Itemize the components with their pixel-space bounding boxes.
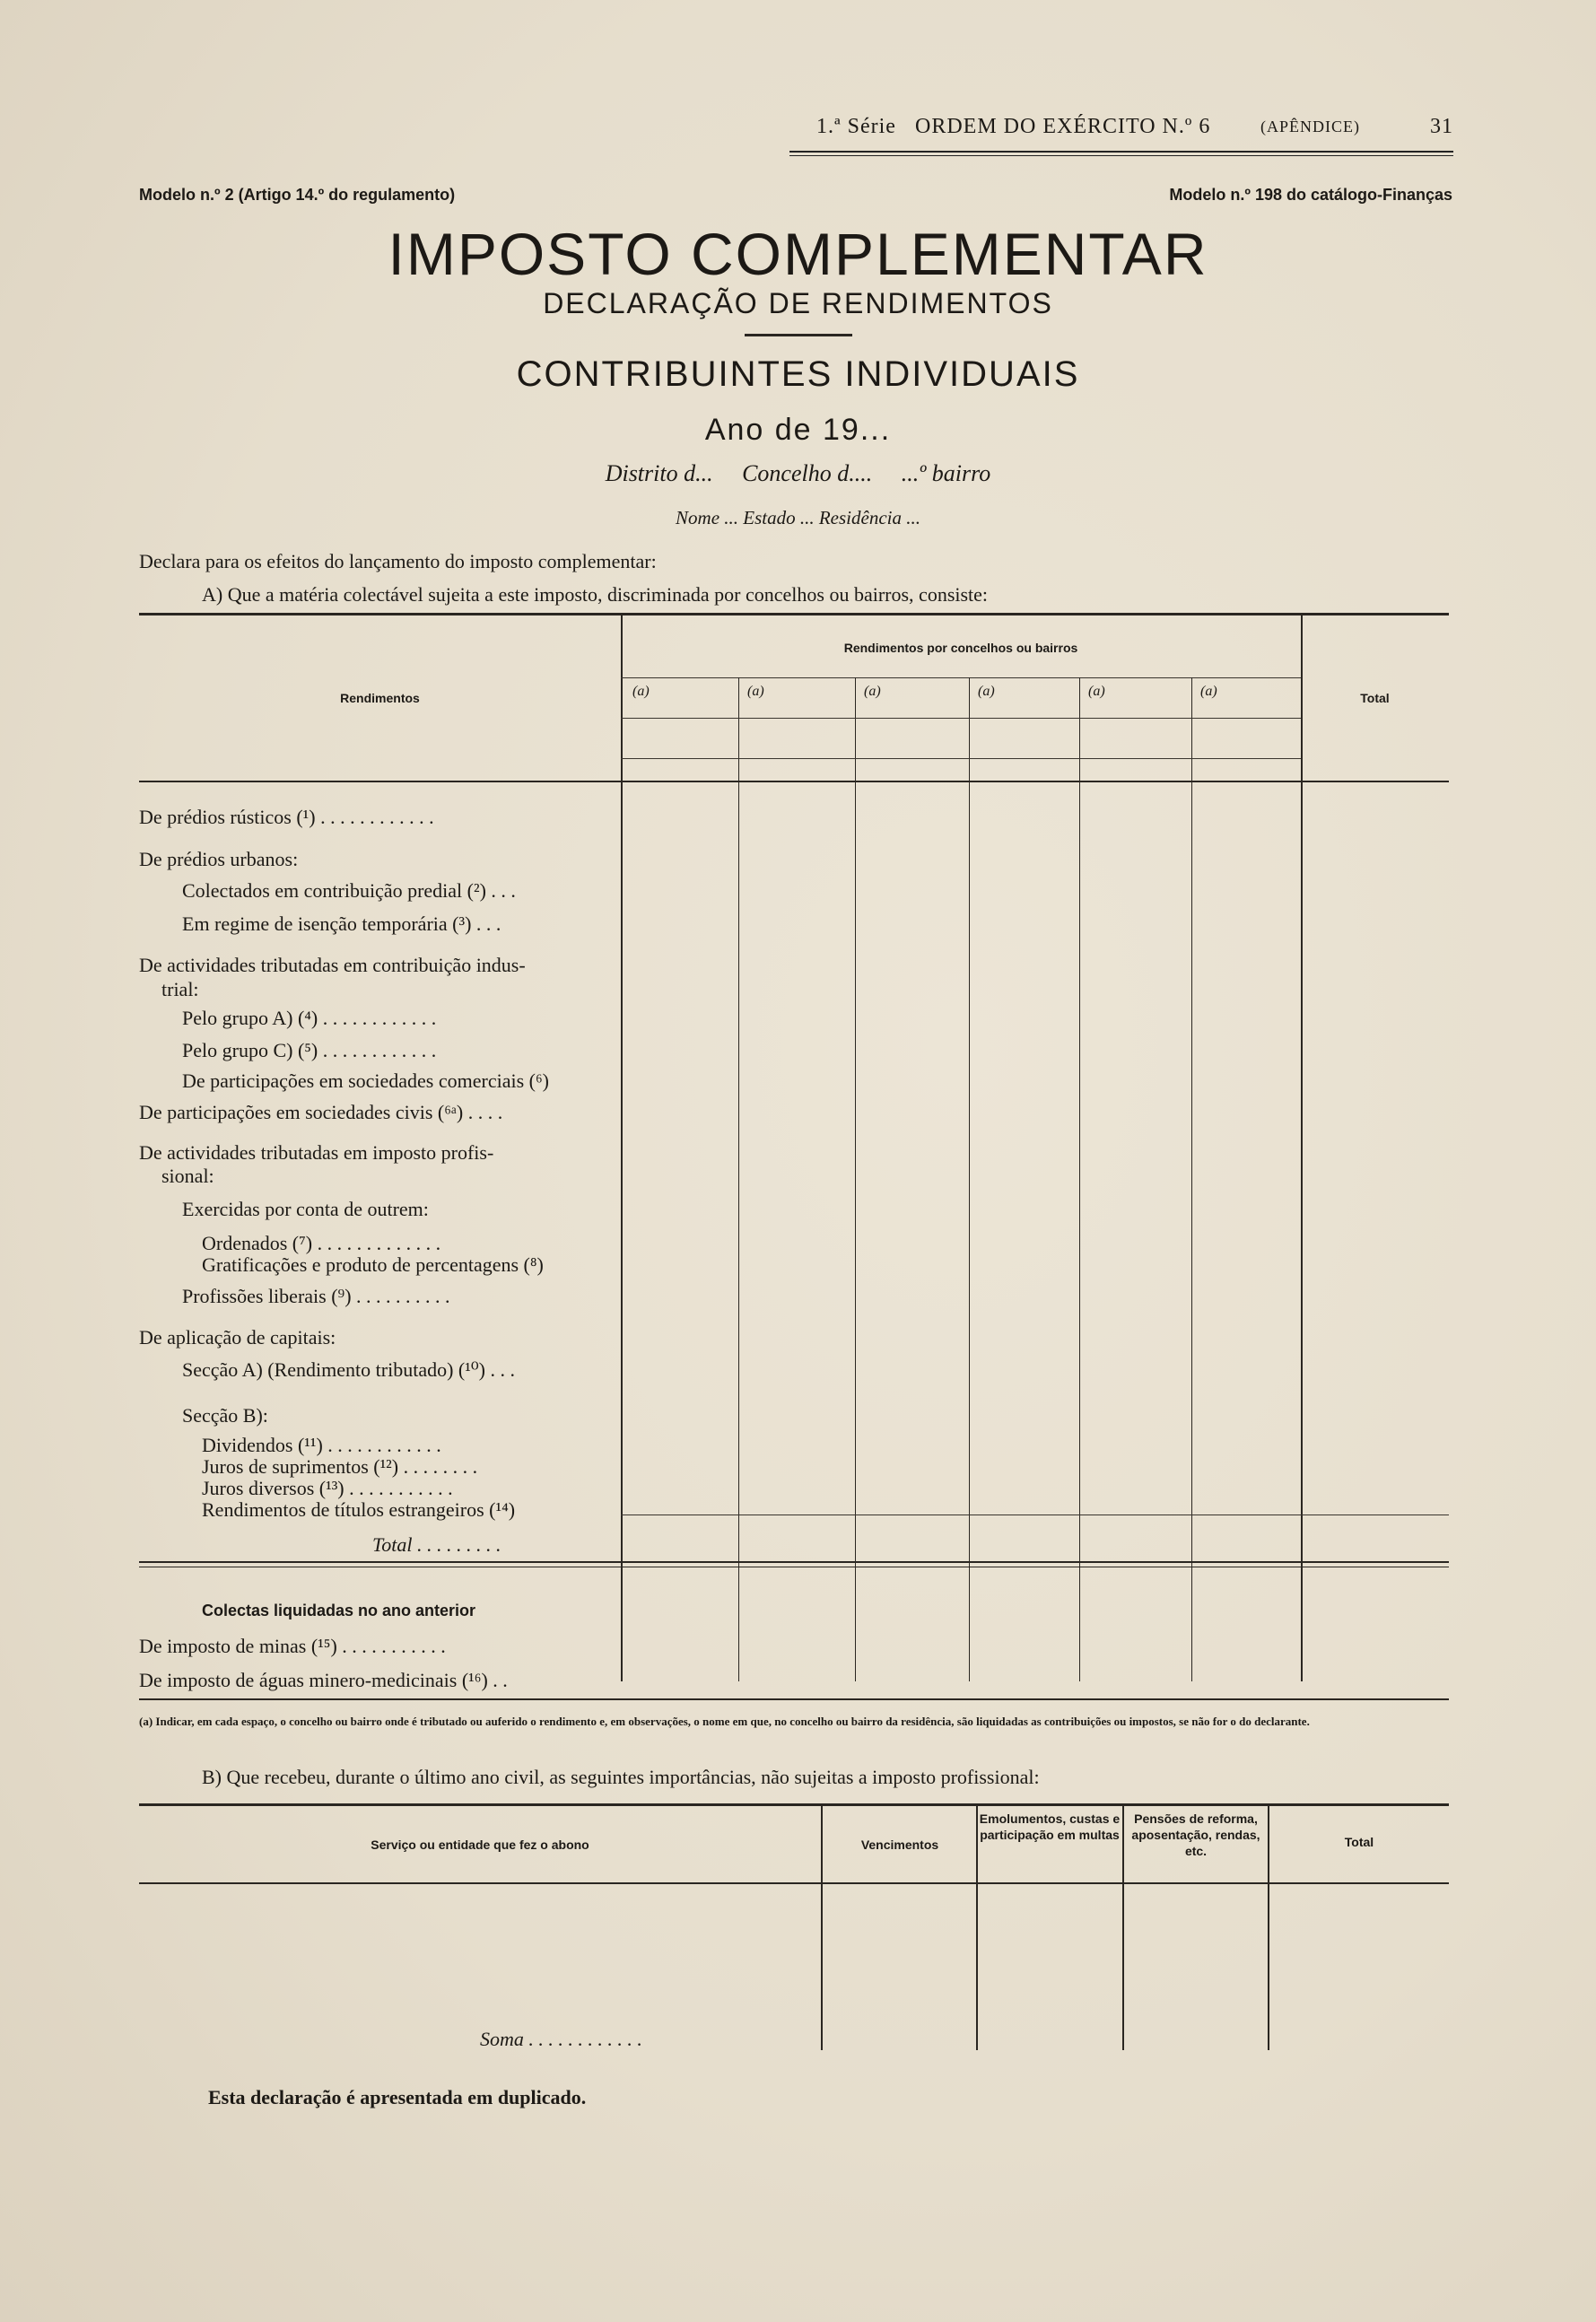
table-a-header-rule (139, 781, 1449, 782)
soma-row: Soma . . . . . . . . . . . . (480, 2028, 642, 2050)
table-b-header-rule (139, 1882, 1449, 1884)
row-profissional: De actividades tributadas em imposto profis- (139, 1141, 494, 1164)
row-capitais: De aplicação de capitais: (139, 1326, 336, 1349)
row-rusticos: De prédios rústicos (¹) . . . . . . . . . . . . (139, 806, 434, 828)
modelo-left: Modelo n.º 2 (Artigo 14.º do regulamento) (139, 186, 456, 204)
table-b-top-rule (139, 1803, 1449, 1806)
table-a-top-rule (139, 613, 1449, 615)
form-subtitle-2: CONTRIBUINTES INDIVIDUAIS (516, 354, 1080, 394)
page-number: 31 (1430, 115, 1453, 138)
table-b-divider (1268, 1806, 1269, 2050)
modelo-right: Modelo n.º 198 do catálogo-Finanças (1169, 186, 1452, 204)
total-rule (139, 1561, 1449, 1563)
col-rendimentos-header: Rendimentos (340, 691, 420, 705)
year-field: Ano de 19... (704, 413, 892, 447)
colectas-heading: Colectas liquidadas no ano anterior (202, 1602, 476, 1619)
col-sub-3: (a) (864, 684, 881, 699)
row-profissional-2: sional: (161, 1165, 214, 1187)
col-servico-header: Serviço ou entidade que fez o abono (371, 1838, 589, 1852)
row-grupo-c: Pelo grupo C) (⁵) . . . . . . . . . . . . (182, 1039, 437, 1061)
row-seccao-a: Secção A) (Rendimento tributado) (¹⁰) . . . (182, 1358, 515, 1381)
identity-fields: Nome ... Estado ... Residência ... (676, 507, 920, 528)
row-grupo-a: Pelo grupo A) (⁴) . . . . . . . . . . . . (182, 1007, 437, 1029)
table-a-divider-total (1301, 615, 1303, 1681)
header-blank-rule (621, 718, 1301, 719)
row-total: Total . . . . . . . . . (372, 1533, 501, 1556)
section-b-heading: B) Que recebeu, durante o último ano civil, as seguintes importâncias, não sujeitas a imposto profissional: (202, 1766, 1040, 1788)
header-publication: ORDEM DO EXÉRCITO N.º 6 (915, 115, 1211, 138)
header-blank-rule (621, 758, 1301, 759)
subcol-line (969, 677, 970, 1681)
table-a-bottom-rule (139, 1698, 1449, 1700)
row-soc-comerciais: De participações em sociedades comerciais (⁶) (182, 1069, 549, 1092)
row-minas: De imposto de minas (¹⁵) . . . . . . . . . . . (139, 1635, 446, 1657)
table-b-divider (976, 1806, 978, 2050)
subcol-line (738, 677, 739, 1681)
row-industrial: De actividades tributadas em contribuição indus- (139, 954, 526, 976)
subcol-line (1079, 677, 1080, 1681)
declara-text: Declara para os efeitos do lançamento do imposto complementar: (139, 550, 657, 572)
row-dividendos: Dividendos (¹¹) . . . . . . . . . . . . (202, 1434, 441, 1456)
form-subtitle: DECLARAÇÃO DE RENDIMENTOS (543, 287, 1053, 319)
col-group-rule (621, 677, 1301, 678)
col-sub-1: (a) (632, 684, 650, 699)
row-liberais: Profissões liberais (⁹) . . . . . . . . . . (182, 1285, 450, 1307)
subcol-line (1191, 677, 1192, 1681)
row-colectados: Colectados em contribuição predial (²) . . . (182, 879, 516, 902)
header-rule-thin (789, 155, 1453, 156)
location-fields: Distrito d... Concelho d.... ...º bairro (605, 460, 991, 486)
col-total-b-header: Total (1344, 1835, 1374, 1849)
header-series: 1.ª Série (816, 115, 896, 138)
row-suprimentos: Juros de suprimentos (¹²) . . . . . . . . (202, 1455, 478, 1478)
row-titulos: Rendimentos de títulos estrangeiros (¹⁴) (202, 1498, 516, 1521)
table-b-divider (1122, 1806, 1124, 2050)
row-urbanos: De prédios urbanos: (139, 848, 299, 870)
row-isencao: Em regime de isenção temporária (³) . . . (182, 912, 501, 935)
ornament-divider (745, 334, 852, 336)
col-group-header: Rendimentos por concelhos ou bairros (843, 641, 1078, 655)
form-title: IMPOSTO COMPLEMENTAR (388, 221, 1208, 287)
col-emolumentos-header: Emolumentos, custas e participação em multas (979, 1811, 1121, 1842)
row-industrial-2: trial: (161, 978, 199, 1000)
col-pensoes-header: Pensões de reforma, aposentação, rendas, etc. (1131, 1811, 1260, 1858)
header-rule (789, 151, 1453, 153)
col-sub-6: (a) (1200, 684, 1217, 699)
row-ordenados: Ordenados (⁷) . . . . . . . . . . . . . (202, 1232, 441, 1254)
row-juros-diversos: Juros diversos (¹³) . . . . . . . . . . . (202, 1477, 453, 1499)
header-appendix: (APÊNDICE) (1260, 118, 1360, 135)
col-sub-4: (a) (978, 684, 995, 699)
row-gratificacoes: Gratificações e produto de percentagens (⁸) (202, 1253, 544, 1276)
col-sub-2: (a) (747, 684, 764, 699)
closing-note: Esta declaração é apresentada em duplicado. (208, 2086, 587, 2108)
row-seccao-b: Secção B): (182, 1404, 268, 1427)
col-sub-5: (a) (1088, 684, 1105, 699)
section-a-heading: A) Que a matéria colectável sujeita a este imposto, discriminada por concelhos ou bairros, consiste: (202, 583, 989, 606)
row-aguas: De imposto de águas minero-medicinais (¹⁶) . . (139, 1669, 508, 1691)
subcol-line (855, 677, 856, 1681)
col-vencimentos-header: Vencimentos (860, 1838, 939, 1852)
col-total-header: Total (1360, 691, 1390, 705)
row-soc-civis: De participações em sociedades civis (⁶ᵃ) . . . . (139, 1101, 503, 1123)
table-a-divider (621, 615, 623, 1681)
footnote-a: (a) Indicar, em cada espaço, o concelho ou bairro onde é tributado ou auferido o rendimento e, em observações, o nome em que, no concelho ou bairro da residência, são liquidadas as contribuições ou impostos, se não for o do declarante. (139, 1715, 1310, 1728)
row-outrem: Exercidas por conta de outrem: (182, 1198, 429, 1220)
table-b-divider (821, 1806, 823, 2050)
